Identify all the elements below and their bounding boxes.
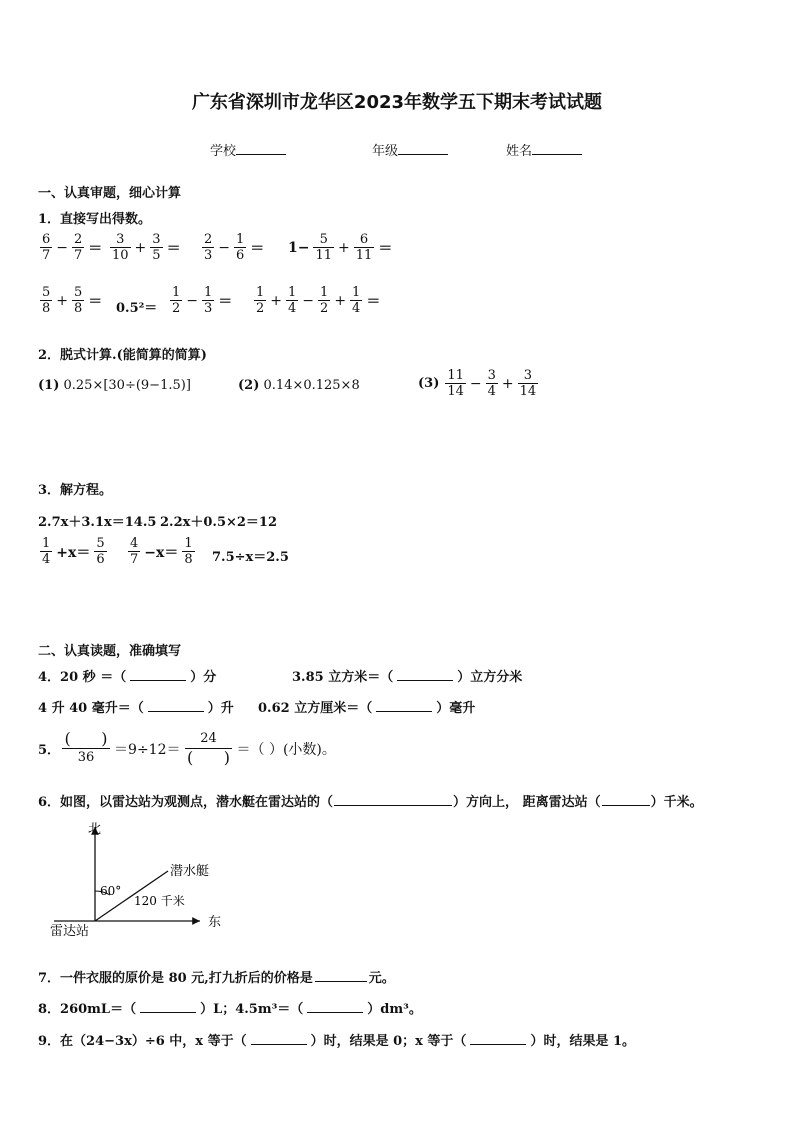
target-label: 潜水艇 [170, 864, 210, 879]
school-label: 学校 [210, 144, 237, 159]
grade-field [372, 140, 448, 159]
name-blank[interactable] [532, 142, 582, 155]
grade-label: 年级 [372, 144, 399, 159]
q4-line-2a: 4 升 40 毫升＝（ ）升 [38, 701, 234, 716]
radar-diagram [40, 815, 240, 945]
q1-item-2: $\frac{3}{10}$ + $\frac{3}{5}$ ＝ [112, 232, 181, 263]
q5-line: 5． $\frac{( )}{36}$ ＝9÷12＝ $\frac{24}{( )}$ ＝（ ）(小数)。 [38, 729, 336, 767]
q1-item-8: $\frac{1}{2}$ + $\frac{1}{4}$ − $\frac{1}{2}$ + $\frac{1}{4}$ ＝ [256, 285, 381, 316]
q1-item-7: $\frac{1}{2}$ − $\frac{1}{3}$ ＝ [172, 285, 233, 316]
q3-eq-2: 2.2x＋0.5×2＝12 [160, 515, 278, 530]
q1-label: 1．直接写出得数。 [38, 212, 152, 227]
angle-label: 60° [100, 884, 122, 898]
q9-blank-b[interactable] [466, 1032, 530, 1049]
q2-part-1: (1) 0.25×[30÷(9−1.5)] [38, 378, 191, 393]
q4-blank-a[interactable] [126, 668, 190, 685]
q2-part-3: (3) $\frac{11}{14}$ − $\frac{3}{4}$ + $\frac{3}{14}$ [418, 368, 537, 399]
east-label: 东 [208, 915, 222, 930]
q8-blank-a[interactable] [136, 1000, 200, 1017]
q3-eq-4: $\frac{4}{7}$ −x＝ $\frac{1}{8}$ [130, 536, 193, 567]
q5-blank-numerator[interactable]: ( ) [64, 729, 108, 748]
q3-eq-1: 2.7x＋3.1x＝14.5 [38, 515, 157, 530]
section2-heading: 二、认真读题，准确填写 [38, 644, 182, 659]
q1-item-3: $\frac{2}{3}$ − $\frac{1}{6}$ ＝ [204, 232, 265, 263]
q3-eq-3: $\frac{1}{4}$ +x＝ $\frac{5}{6}$ [42, 536, 105, 567]
q4-blank-c[interactable] [144, 699, 208, 716]
q5-blank-denominator[interactable]: ( ) [187, 748, 230, 767]
q4-line-1a: 4．20 秒 ＝（ ）分 [38, 670, 217, 685]
q8-text: 8．260mL＝（ ）L；4.5m³＝（ ）dm³。 [38, 1002, 422, 1017]
q4-line-2b: 0.62 立方厘米＝（ ）毫升 [258, 701, 476, 716]
q7-text: 7．一件衣服的原价是 80 元,打九折后的价格是 元。 [38, 971, 395, 986]
name-label: 姓名 [506, 144, 533, 159]
q4-line-1b: 3.85 立方米＝（ ）立方分米 [292, 670, 523, 685]
q4-blank-b[interactable] [393, 668, 457, 685]
q6-blank-direction[interactable] [333, 793, 453, 810]
q9-text: 9．在（24−3x）÷6 中，x 等于（ ）时，结果是 0；x 等于（ ）时，结果是 1。 [38, 1034, 636, 1049]
grade-blank[interactable] [398, 142, 448, 155]
distance-label: 120 千米 [134, 894, 185, 908]
origin-label: 雷达站 [50, 924, 90, 939]
school-field [210, 140, 286, 159]
q1-item-4: 1− $\frac{5}{11}$ + $\frac{6}{11}$ ＝ [288, 232, 393, 263]
q1-item-5: $\frac{5}{8}$ + $\frac{5}{8}$ ＝ [42, 285, 103, 316]
page-title: 广东省深圳市龙华区2023年数学五下期末考试试题 [191, 92, 603, 113]
q6-text: 6．如图，以雷达站为观测点，潜水艇在雷达站的（ ）方向上， 距离雷达站（ ）千米。 [38, 795, 703, 810]
q8-blank-b[interactable] [303, 1000, 367, 1017]
q3-label: 3．解方程。 [38, 483, 113, 498]
q1-item-1: $\frac{6}{7}$ − $\frac{2}{7}$ ＝ [42, 232, 103, 263]
school-blank[interactable] [236, 142, 286, 155]
q2-part-2: (2) 0.14×0.125×8 [238, 378, 360, 393]
q6-blank-distance[interactable] [601, 793, 651, 810]
q9-blank-a[interactable] [247, 1032, 311, 1049]
north-label: 北 [88, 822, 102, 837]
q3-eq-5: 7.5÷x＝2.5 [212, 550, 289, 565]
q2-label: 2．脱式计算.(能简算的简算) [38, 348, 207, 363]
section1-heading: 一、认真审题，细心计算 [38, 186, 182, 201]
q1-item-6: 0.5²＝ [116, 301, 158, 316]
name-field [506, 140, 582, 159]
q4-blank-d[interactable] [372, 699, 436, 716]
q7-blank[interactable] [315, 969, 367, 982]
